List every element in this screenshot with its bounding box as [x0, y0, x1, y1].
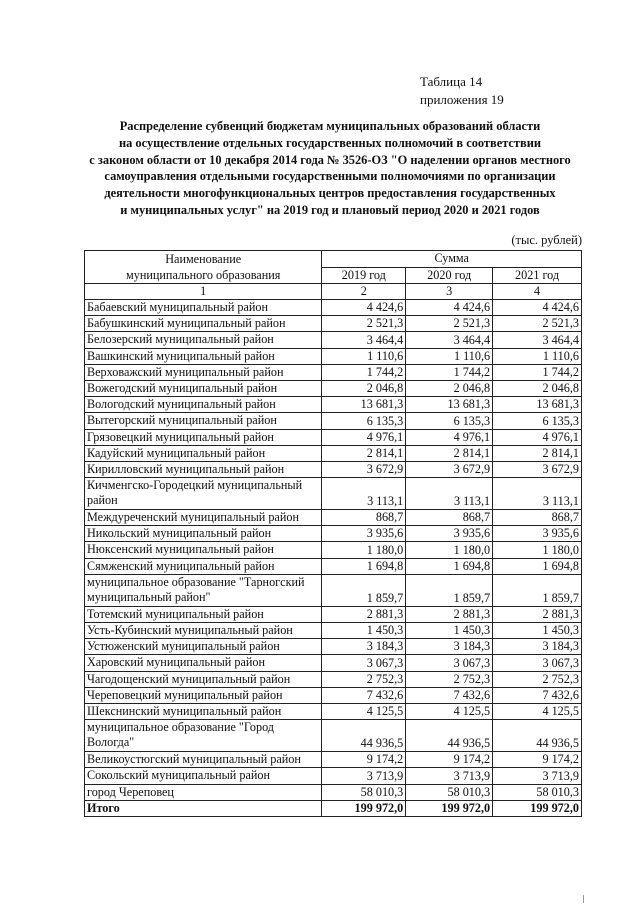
table-row: [85, 461, 582, 477]
table-row: [85, 623, 582, 639]
municipality-name: Нюксенский муниципальный район: [85, 542, 322, 558]
value-2019: 9 174,2: [322, 752, 406, 768]
header-name-line2: муниципального образования: [126, 268, 281, 282]
value-2020: 3 672,9: [406, 461, 493, 477]
title-line: Распределение субвенций бюджетам муниципальных образований области: [119, 119, 541, 133]
value-2019: 2 046,8: [322, 380, 406, 396]
value-2021: 2 814,1: [493, 445, 582, 461]
value-2019: 2 521,3: [322, 316, 406, 332]
value-2019: 1 450,3: [322, 623, 406, 639]
table-row: [85, 332, 582, 348]
value-2021: 13 681,3: [493, 397, 582, 413]
municipality-name: Кирилловский муниципальный район: [85, 461, 322, 477]
total-2021: 199 972,0: [493, 800, 582, 816]
municipality-name: Вологодский муниципальный район: [85, 397, 322, 413]
value-2020: 13 681,3: [406, 397, 493, 413]
municipality-name: Белозерский муниципальный район: [85, 332, 322, 348]
value-2020: 1 180,0: [406, 542, 493, 558]
value-2021: 1 110,6: [493, 348, 582, 364]
table-row: [85, 478, 582, 510]
value-2021: 4 424,6: [493, 300, 582, 316]
value-2020: 3 184,3: [406, 639, 493, 655]
value-2021: 3 713,9: [493, 768, 582, 784]
value-2021: 1 180,0: [493, 542, 582, 558]
table-body: [85, 300, 582, 817]
value-2019: 4 424,6: [322, 300, 406, 316]
table-row: [85, 655, 582, 671]
table-row: [85, 687, 582, 703]
value-2020: 4 125,5: [406, 703, 493, 719]
value-2019: 44 936,5: [322, 720, 406, 752]
municipality-name: Сокольский муниципальный район: [85, 768, 322, 784]
total-2020: 199 972,0: [406, 800, 493, 816]
value-2020: 4 976,1: [406, 429, 493, 445]
scan-mark: [583, 895, 584, 903]
col-number: 4: [493, 284, 582, 300]
value-2019: 2 814,1: [322, 445, 406, 461]
municipality-name: Междуреченский муниципальный район: [85, 510, 322, 526]
value-2019: 3 713,9: [322, 768, 406, 784]
value-2020: 1 694,8: [406, 558, 493, 574]
value-2021: 3 935,6: [493, 526, 582, 542]
header-year-2019: 2019 год: [322, 267, 406, 284]
title-line: и муниципальных услуг" на 2019 год и плановый период 2020 и 2021 годов: [120, 202, 540, 217]
value-2021: 4 125,5: [493, 703, 582, 719]
value-2020: 58 010,3: [406, 784, 493, 800]
col-number: 1: [85, 284, 322, 300]
municipality-name: Чагодощенский муниципальный район: [85, 671, 322, 687]
header-year-2020: 2020 год: [406, 267, 493, 284]
value-2019: 58 010,3: [322, 784, 406, 800]
title-line: самоуправления отдельными государственными полномочиями по организации: [104, 169, 556, 184]
municipality-name: Вашкинский муниципальный район: [85, 348, 322, 364]
value-2020: 3 067,3: [406, 655, 493, 671]
total-2019: 199 972,0: [322, 800, 406, 816]
municipality-name: Усть-Кубинский муниципальный район: [85, 623, 322, 639]
value-2019: 1 859,7: [322, 574, 406, 606]
table-row: [85, 784, 582, 800]
table-row: [85, 429, 582, 445]
table-row: [85, 671, 582, 687]
table-row: [85, 510, 582, 526]
value-2021: 3 184,3: [493, 639, 582, 655]
value-2021: 1 450,3: [493, 623, 582, 639]
title-line: деятельности многофункциональных центров предоставления государственных: [104, 186, 556, 201]
table-row: [85, 364, 582, 380]
table-row: [85, 574, 582, 606]
value-2019: 1 110,6: [322, 348, 406, 364]
subvention-table: [84, 250, 582, 817]
value-2019: 4 125,5: [322, 703, 406, 719]
value-2020: 2 881,3: [406, 606, 493, 622]
value-2019: 3 067,3: [322, 655, 406, 671]
value-2020: 1 450,3: [406, 623, 493, 639]
municipality-name: муниципальное образование "Город Вологда": [85, 720, 322, 752]
municipality-name: Сямженский муниципальный район: [85, 558, 322, 574]
value-2019: 3 935,6: [322, 526, 406, 542]
value-2019: 2 752,3: [322, 671, 406, 687]
value-2019: 6 135,3: [322, 413, 406, 429]
municipality-name: Вожегодский муниципальный район: [85, 380, 322, 396]
value-2021: 7 432,6: [493, 687, 582, 703]
table-row: [85, 413, 582, 429]
table-annex-label: [420, 73, 504, 109]
value-2021: 58 010,3: [493, 784, 582, 800]
value-2021: 2 521,3: [493, 316, 582, 332]
table-row: [85, 380, 582, 396]
value-2021: 3 113,1: [493, 478, 582, 510]
value-2021: 1 859,7: [493, 574, 582, 606]
municipality-name: Шекснинский муниципальный район: [85, 703, 322, 719]
total-row: [85, 800, 582, 816]
value-2019: 2 881,3: [322, 606, 406, 622]
municipality-name: Бабушкинский муниципальный район: [85, 316, 322, 332]
value-2020: 3 935,6: [406, 526, 493, 542]
table-number: Таблица 14: [420, 74, 483, 89]
value-2021: 1 744,2: [493, 364, 582, 380]
value-2021: 9 174,2: [493, 752, 582, 768]
value-2019: 3 464,4: [322, 332, 406, 348]
header-name-line1: Наименование: [165, 252, 242, 266]
header-year-2021: 2021 год: [493, 267, 582, 284]
value-2020: 44 936,5: [406, 720, 493, 752]
value-2020: 2 046,8: [406, 380, 493, 396]
value-2020: 3 464,4: [406, 332, 493, 348]
table-row: [85, 703, 582, 719]
table-row: [85, 397, 582, 413]
value-2021: 6 135,3: [493, 413, 582, 429]
value-2019: 3 184,3: [322, 639, 406, 655]
municipality-name: Верховажский муниципальный район: [85, 364, 322, 380]
value-2021: 1 694,8: [493, 558, 582, 574]
value-2020: 868,7: [406, 510, 493, 526]
title-line: на осуществление отдельных государственных полномочий в соответствии: [118, 135, 541, 150]
table-row: [85, 639, 582, 655]
col-number: 2: [322, 284, 406, 300]
value-2019: 4 976,1: [322, 429, 406, 445]
value-2021: 2 752,3: [493, 671, 582, 687]
table-row: [85, 768, 582, 784]
municipality-name: Устюженский муниципальный район: [85, 639, 322, 655]
table-row: [85, 542, 582, 558]
header-name: [85, 251, 322, 284]
document-title: [60, 118, 600, 219]
header-sum: Сумма: [322, 251, 582, 268]
municipality-name: Вытегорский муниципальный район: [85, 413, 322, 429]
value-2021: 4 976,1: [493, 429, 582, 445]
table-row: [85, 752, 582, 768]
value-2021: 868,7: [493, 510, 582, 526]
value-2020: 2 521,3: [406, 316, 493, 332]
value-2020: 3 113,1: [406, 478, 493, 510]
municipality-name: Великоустюгский муниципальный район: [85, 752, 322, 768]
value-2019: 1 744,2: [322, 364, 406, 380]
value-2021: 3 067,3: [493, 655, 582, 671]
value-2020: 6 135,3: [406, 413, 493, 429]
table-row: [85, 720, 582, 752]
value-2021: 3 672,9: [493, 461, 582, 477]
value-2019: 1 694,8: [322, 558, 406, 574]
value-2020: 7 432,6: [406, 687, 493, 703]
table-row: [85, 300, 582, 316]
value-2021: 2 881,3: [493, 606, 582, 622]
col-number: 3: [406, 284, 493, 300]
municipality-name: Никольский муниципальный район: [85, 526, 322, 542]
table-row: [85, 558, 582, 574]
table-row: [85, 348, 582, 364]
municipality-name: Череповецкий муниципальный район: [85, 687, 322, 703]
value-2020: 2 752,3: [406, 671, 493, 687]
table-row: [85, 316, 582, 332]
table-row: [85, 606, 582, 622]
value-2020: 1 744,2: [406, 364, 493, 380]
value-2019: 3 672,9: [322, 461, 406, 477]
value-2021: 44 936,5: [493, 720, 582, 752]
value-2020: 2 814,1: [406, 445, 493, 461]
table-row: [85, 526, 582, 542]
value-2019: 868,7: [322, 510, 406, 526]
municipality-name: Кичменгско-Городецкий муниципальный район: [85, 478, 322, 510]
municipality-name: Бабаевский муниципальный район: [85, 300, 322, 316]
value-2021: 3 464,4: [493, 332, 582, 348]
table-row: [85, 445, 582, 461]
value-2019: 1 180,0: [322, 542, 406, 558]
value-2019: 13 681,3: [322, 397, 406, 413]
value-2019: 7 432,6: [322, 687, 406, 703]
title-line: с законом области от 10 декабря 2014 года № 3526-ОЗ "О наделении органов местного: [89, 152, 571, 167]
value-2020: 1 110,6: [406, 348, 493, 364]
total-label: Итого: [85, 800, 322, 816]
value-2020: 3 713,9: [406, 768, 493, 784]
value-2021: 2 046,8: [493, 380, 582, 396]
municipality-name: Харовский муниципальный район: [85, 655, 322, 671]
municipality-name: муниципальное образование "Тарногский муниципальный район": [85, 574, 322, 606]
appendix-number: приложения 19: [420, 92, 504, 107]
value-2020: 1 859,7: [406, 574, 493, 606]
municipality-name: город Череповец: [85, 784, 322, 800]
municipality-name: Тотемский муниципальный район: [85, 606, 322, 622]
municipality-name: Грязовецкий муниципальный район: [85, 429, 322, 445]
value-2019: 3 113,1: [322, 478, 406, 510]
units-label: (тыс. рублей): [511, 233, 582, 247]
municipality-name: Кадуйский муниципальный район: [85, 445, 322, 461]
value-2020: 9 174,2: [406, 752, 493, 768]
value-2020: 4 424,6: [406, 300, 493, 316]
